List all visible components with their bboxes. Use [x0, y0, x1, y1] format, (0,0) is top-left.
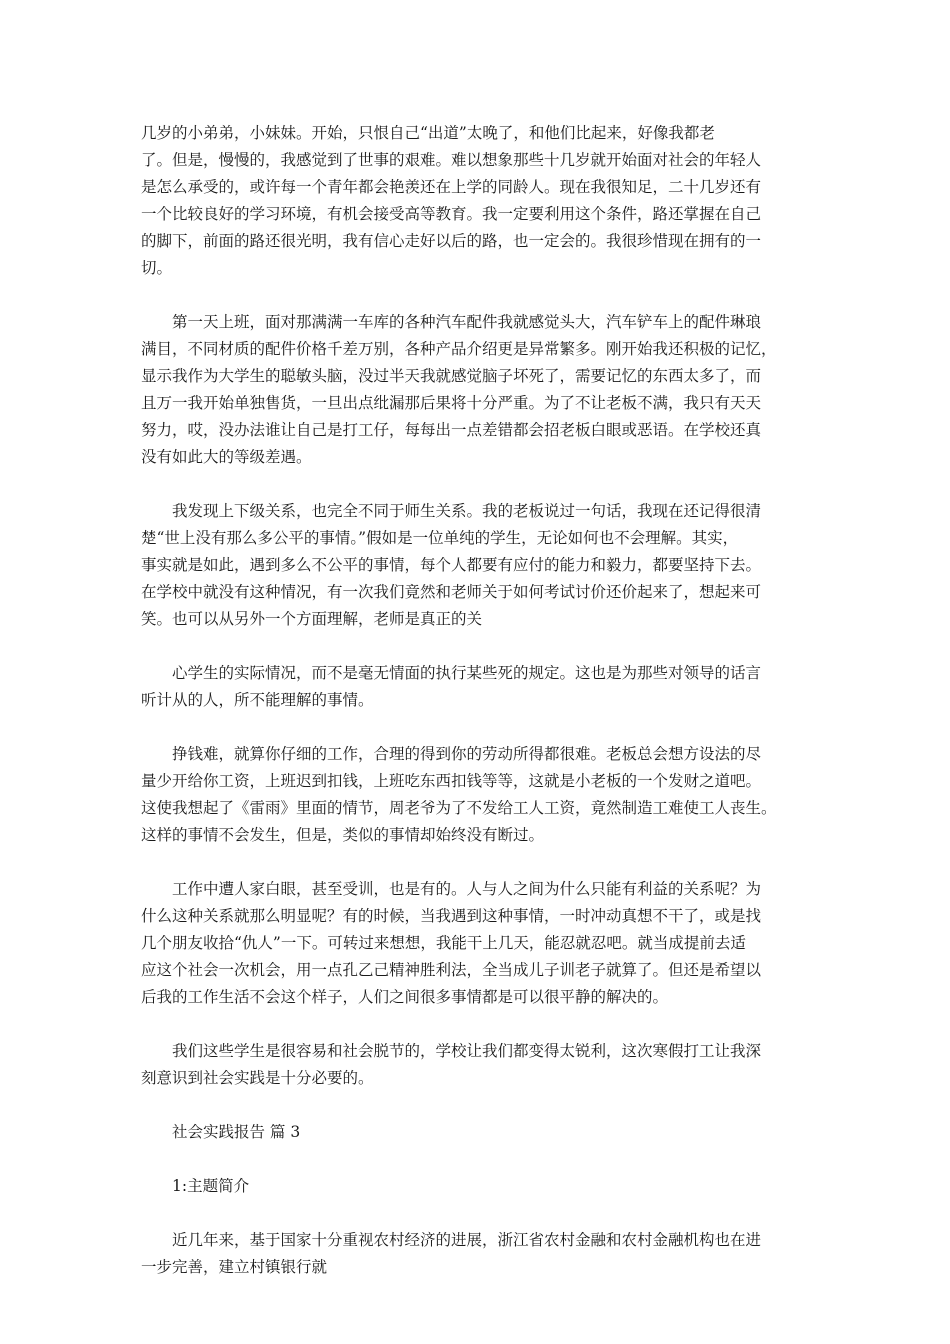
paragraph-1 [141, 120, 827, 282]
text-line: 近几年来，基于国家十分重视农村经济的进展，浙江省农村金融和农村金融机构也在进 [172, 1231, 762, 1249]
text-line: 我们这些学生是很容易和社会脱节的，学校让我们都变得太锐利，这次寒假打工让我深 [172, 1042, 762, 1060]
text-line: 工作中遭人家白眼，甚至受训，也是有的。人与人之间为什么只能有利益的关系呢？为 [172, 880, 762, 898]
paragraph-5 [141, 741, 827, 849]
text-line: 一个比较良好的学习环境，有机会接受高等教育。我一定要利用这个条件，路还掌握在自己 [141, 205, 762, 223]
text-line: 楚“世上没有那么多公平的事情。”假如是一位单纯的学生，无论如何也不会理解。其实， [141, 529, 739, 547]
text-line: 满目，不同材质的配件价格千差万别，各种产品介绍更是异常繁多。刚开始我还积极的记忆， [141, 340, 777, 358]
text-line: 事实就是如此，遇到多么不公平的事情，每个人都要有应付的能力和毅力，都要坚持下去。 [141, 556, 762, 574]
text-line: 了。但是，慢慢的，我感觉到了世事的艰难。难以想象那些十几岁就开始面对社会的年轻人 [141, 151, 762, 169]
text-line: 刻意识到社会实践是十分必要的。 [141, 1069, 374, 1087]
section-heading: 社会实践报告 篇 3 [172, 1123, 301, 1141]
text-line: 量少开给你工资，上班迟到扣钱，上班吃东西扣钱等等，这就是小老板的一个发财之道吧。 [141, 772, 762, 790]
text-line: 什么这种关系就那么明显呢？有的时候，当我遇到这种事情，一时冲动真想不干了，或是找 [141, 907, 762, 925]
paragraph-final [141, 1227, 827, 1281]
text-line: 挣钱难，就算你仔细的工作，合理的得到你的劳动所得都很难。老板总会想方设法的尽 [172, 745, 762, 763]
text-line: 后我的工作生活不会这个样子，人们之间很多事情都是可以很平静的解决的。 [141, 988, 669, 1006]
subheading: 1:主题简介 [172, 1177, 250, 1195]
text-line: 的脚下，前面的路还很光明，我有信心走好以后的路，也一定会的。我很珍惜现在拥有的一 [141, 232, 762, 250]
text-line: 几个朋友收拾“仇人”一下。可转过来想想，我能干上几天，能忍就忍吧。就当成提前去适 [141, 934, 746, 952]
text-line: 听计从的人，所不能理解的事情。 [141, 691, 374, 709]
text-line: 这样的事情不会发生，但是，类似的事情却始终没有断过。 [141, 826, 545, 844]
text-line: 努力，哎，没办法谁让自己是打工仔，每每出一点差错都会招老板白眼或恶语。在学校还真 [141, 421, 762, 439]
text-line: 切。 [141, 259, 173, 277]
text-line: 笑。也可以从另外一个方面理解，老师是真正的关 [141, 610, 483, 628]
paragraph-7 [141, 1038, 827, 1092]
document-page [141, 120, 827, 1281]
paragraph-4 [141, 660, 827, 714]
text-line: 在学校中就没有这种情况，有一次我们竟然和老师关于如何考试讨价还价起来了，想起来可 [141, 583, 762, 601]
paragraph-3 [141, 498, 827, 633]
text-line: 没有如此大的等级差遇。 [141, 448, 312, 466]
text-line: 且万一我开始单独售货，一旦出点纰漏那后果将十分严重。为了不让老板不满，我只有天天 [141, 394, 762, 412]
text-line: 我发现上下级关系，也完全不同于师生关系。我的老板说过一句话，我现在还记得很清 [172, 502, 762, 520]
text-line: 第一天上班，面对那满满一车库的各种汽车配件我就感觉头大，汽车铲车上的配件琳琅 [172, 313, 762, 331]
text-line: 这使我想起了《雷雨》里面的情节，周老爷为了不发给工人工资，竟然制造工难使工人丧生。 [141, 799, 777, 817]
text-line: 一步完善，建立村镇银行就 [141, 1258, 328, 1276]
text-line: 显示我作为大学生的聪敏头脑，没过半天我就感觉脑子坏死了，需要记忆的东西太多了，而 [141, 367, 762, 385]
text-line: 是怎么承受的，或许每一个青年都会艳羡还在上学的同龄人。现在我很知足，二十几岁还有 [141, 178, 762, 196]
paragraph-6 [141, 876, 827, 1011]
text-line: 几岁的小弟弟，小妹妹。开始，只恨自己“出道”太晚了，和他们比起来，好像我都老 [141, 124, 715, 142]
text-line: 应这个社会一次机会，用一点孔乙己精神胜利法，全当成儿子训老子就算了。但还是希望以 [141, 961, 762, 979]
paragraph-2 [141, 309, 827, 471]
text-line: 心学生的实际情况，而不是毫无情面的执行某些死的规定。这也是为那些对领导的话言 [172, 664, 762, 682]
